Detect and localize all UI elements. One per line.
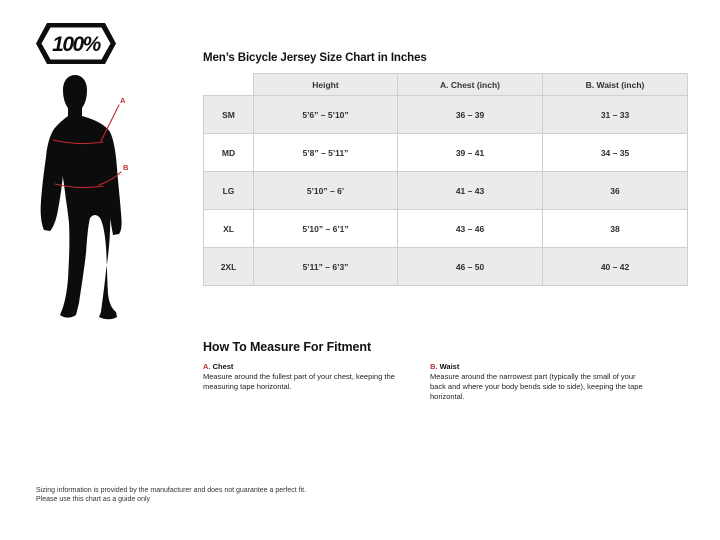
waist-cell: 31 – 33 [543, 96, 688, 134]
table-row-md [204, 134, 688, 172]
chest-cell: 46 – 50 [398, 248, 543, 286]
logo-text: 100% [52, 33, 100, 56]
waist-cell: 34 – 35 [543, 134, 688, 172]
height-cell: 5’10” – 6’ [254, 172, 398, 210]
waist-letter: B. [430, 362, 438, 371]
column-header-height: Height [254, 74, 398, 96]
how-to-measure-title: How To Measure For Fitment [203, 340, 372, 354]
column-header-chest: A. Chest (inch) [398, 74, 543, 96]
table-row-lg [204, 172, 688, 210]
table-row-xl [204, 210, 688, 248]
how-to-measure-section [203, 340, 703, 402]
main-content [203, 52, 689, 402]
size-cell: MD [204, 134, 254, 172]
male-silhouette [41, 75, 122, 319]
chest-name: Chest [212, 362, 234, 371]
waist-name: Waist [439, 362, 460, 371]
legal-line-1: Sizing information is provided by the manufacturer and does not guarantee a perfect fit. [36, 487, 307, 494]
legal-disclaimer [36, 486, 306, 505]
size-cell: 2XL [204, 248, 254, 286]
chest-instructions [203, 362, 403, 402]
brand-logo-100percent-icon [35, 22, 117, 65]
size-cell: XL [204, 210, 254, 248]
table-header-row [204, 74, 688, 96]
size-cell: LG [204, 172, 254, 210]
waist-instruction-text: Measure around the narrowest part (typically the small of your back and where your body bends side to side), keeping the tape horizontal. [430, 372, 643, 401]
table-row-2xl [204, 248, 688, 286]
height-cell: 5’10” – 6’1” [254, 210, 398, 248]
size-chart-table [203, 73, 688, 286]
waist-label-b: B [123, 163, 129, 172]
chest-cell: 43 – 46 [398, 210, 543, 248]
height-cell: 5’6” – 5’10” [254, 96, 398, 134]
waist-cell: 40 – 42 [543, 248, 688, 286]
chest-instruction-text: Measure around the fullest part of your chest, keeping the measuring tape horizontal. [203, 372, 395, 391]
column-header-waist: B. Waist (inch) [543, 74, 688, 96]
table-row-sm [204, 96, 688, 134]
chest-cell: 36 – 39 [398, 96, 543, 134]
page-title: Men’s Bicycle Jersey Size Chart in Inches [203, 52, 427, 64]
waist-cell: 36 [543, 172, 688, 210]
body-measurement-diagram [25, 72, 185, 332]
waist-cell: 38 [543, 210, 688, 248]
chest-letter: A. [203, 362, 211, 371]
chest-label-a: A [120, 96, 126, 105]
chest-instruction-label [203, 362, 403, 371]
chest-cell: 41 – 43 [398, 172, 543, 210]
waist-instructions [430, 362, 650, 402]
height-cell: 5’8” – 5’11” [254, 134, 398, 172]
size-cell: SM [204, 96, 254, 134]
legal-line-2: Please use this chart as a guide only [36, 496, 151, 504]
chest-cell: 39 – 41 [398, 134, 543, 172]
waist-instruction-label [430, 362, 650, 371]
table-corner-cell [204, 74, 254, 96]
height-cell: 5’11” – 6’3” [254, 248, 398, 286]
